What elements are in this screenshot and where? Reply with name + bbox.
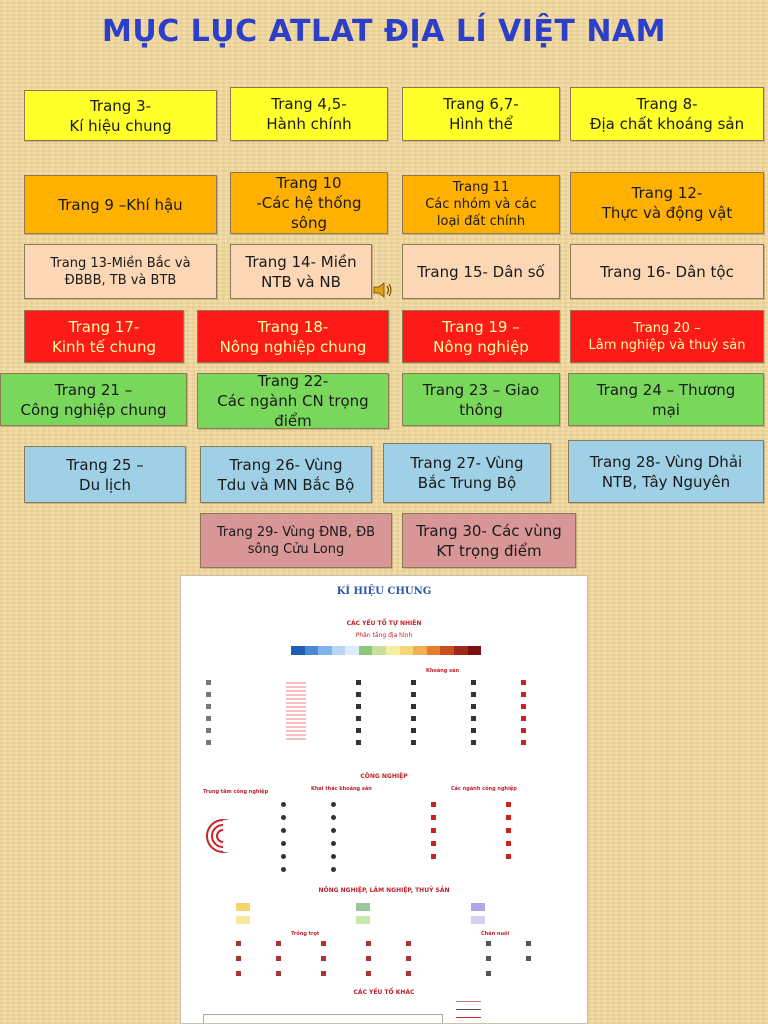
toc-item-page-17[interactable]: Trang 17- Kinh tế chung (24, 310, 184, 363)
atlas-subtitle-terrain: Phân tầng địa hình (355, 632, 413, 639)
atlas-subtitle-industry-branches: Các ngành công nghiệp (451, 786, 517, 792)
atlas-section-agriculture: NÔNG NGHIỆP, LÂM NGHIỆP, THUỶ SẢN (318, 887, 450, 894)
atlas-subtitle-industrial-center: Trung tâm công nghiệp (203, 789, 269, 795)
toc-item-page-12[interactable]: Trang 12- Thực và động vật (570, 172, 764, 234)
atlas-subtitle-mining: Khai thác khoáng sản (311, 786, 372, 792)
toc-item-page-18[interactable]: Trang 18- Nông nghiệp chung (197, 310, 389, 363)
elevation-scale (291, 646, 481, 655)
page-title: MỤC LỤC ATLAT ĐỊA LÍ VIỆT NAM (101, 14, 667, 49)
toc-item-page-6-7[interactable]: Trang 6,7- Hình thể (402, 87, 560, 141)
atlas-title: KÍ HIỆU CHUNG (336, 586, 432, 597)
toc-item-page-21[interactable]: Trang 21 – Công nghiệp chung (0, 373, 187, 426)
toc-item-page-9[interactable]: Trang 9 –Khí hậu (24, 175, 217, 234)
toc-item-page-23[interactable]: Trang 23 – Giao thông (402, 373, 560, 426)
toc-item-page-15[interactable]: Trang 15- Dân số (402, 244, 560, 299)
toc-item-page-10[interactable]: Trang 10 -Các hệ thống sông (230, 172, 388, 234)
toc-item-page-4-5[interactable]: Trang 4,5- Hành chính (230, 87, 388, 141)
toc-item-page-28[interactable]: Trang 28- Vùng Dhải NTB, Tây Nguyên (568, 440, 764, 503)
toc-item-page-11[interactable]: Trang 11 Các nhóm và các loại đất chính (402, 175, 560, 234)
toc-item-page-16[interactable]: Trang 16- Dân tộc (570, 244, 764, 299)
toc-item-page-27[interactable]: Trang 27- Vùng Bắc Trung Bộ (383, 443, 551, 503)
speaker-icon[interactable] (372, 281, 394, 299)
toc-item-page-13[interactable]: Trang 13-Miền Bắc và ĐBBB, TB và BTB (24, 244, 217, 299)
toc-item-page-8[interactable]: Trang 8- Địa chất khoáng sản (570, 87, 764, 141)
industrial-center-icon (201, 814, 241, 854)
toc-item-page-25[interactable]: Trang 25 – Du lịch (24, 446, 186, 503)
toc-item-page-26[interactable]: Trang 26- Vùng Tdu và MN Bắc Bộ (200, 446, 372, 503)
atlas-subtitle-minerals: Khoáng sản (426, 668, 460, 674)
atlas-section-other: CÁC YẾU TỐ KHÁC (353, 989, 415, 996)
atlas-legend-thumbnail (180, 575, 588, 1024)
toc-item-page-29[interactable]: Trang 29- Vùng ĐNB, ĐB sông Cửu Long (200, 513, 392, 568)
atlas-section-industry: CÔNG NGHIỆP (360, 773, 408, 780)
toc-item-page-3[interactable]: Trang 3- Kí hiệu chung (24, 90, 217, 141)
atlas-subtitle-livestock: Chăn nuôi (481, 931, 510, 937)
atlas-section-nature: CÁC YẾU TỐ TỰ NHIÊN (346, 620, 422, 627)
toc-item-page-20[interactable]: Trang 20 – Lâm nghiệp và thuỷ sản (570, 310, 764, 363)
toc-item-page-14[interactable]: Trang 14- Miền NTB và NB (230, 244, 372, 299)
toc-item-page-24[interactable]: Trang 24 – Thương mại (568, 373, 764, 426)
toc-item-page-30[interactable]: Trang 30- Các vùng KT trọng điểm (402, 513, 576, 568)
atlas-subtitle-crops: Trồng trọt (291, 931, 320, 937)
toc-item-page-19[interactable]: Trang 19 – Nông nghiệp (402, 310, 560, 363)
toc-item-page-22[interactable]: Trang 22- Các ngành CN trọng điểm (197, 373, 389, 429)
